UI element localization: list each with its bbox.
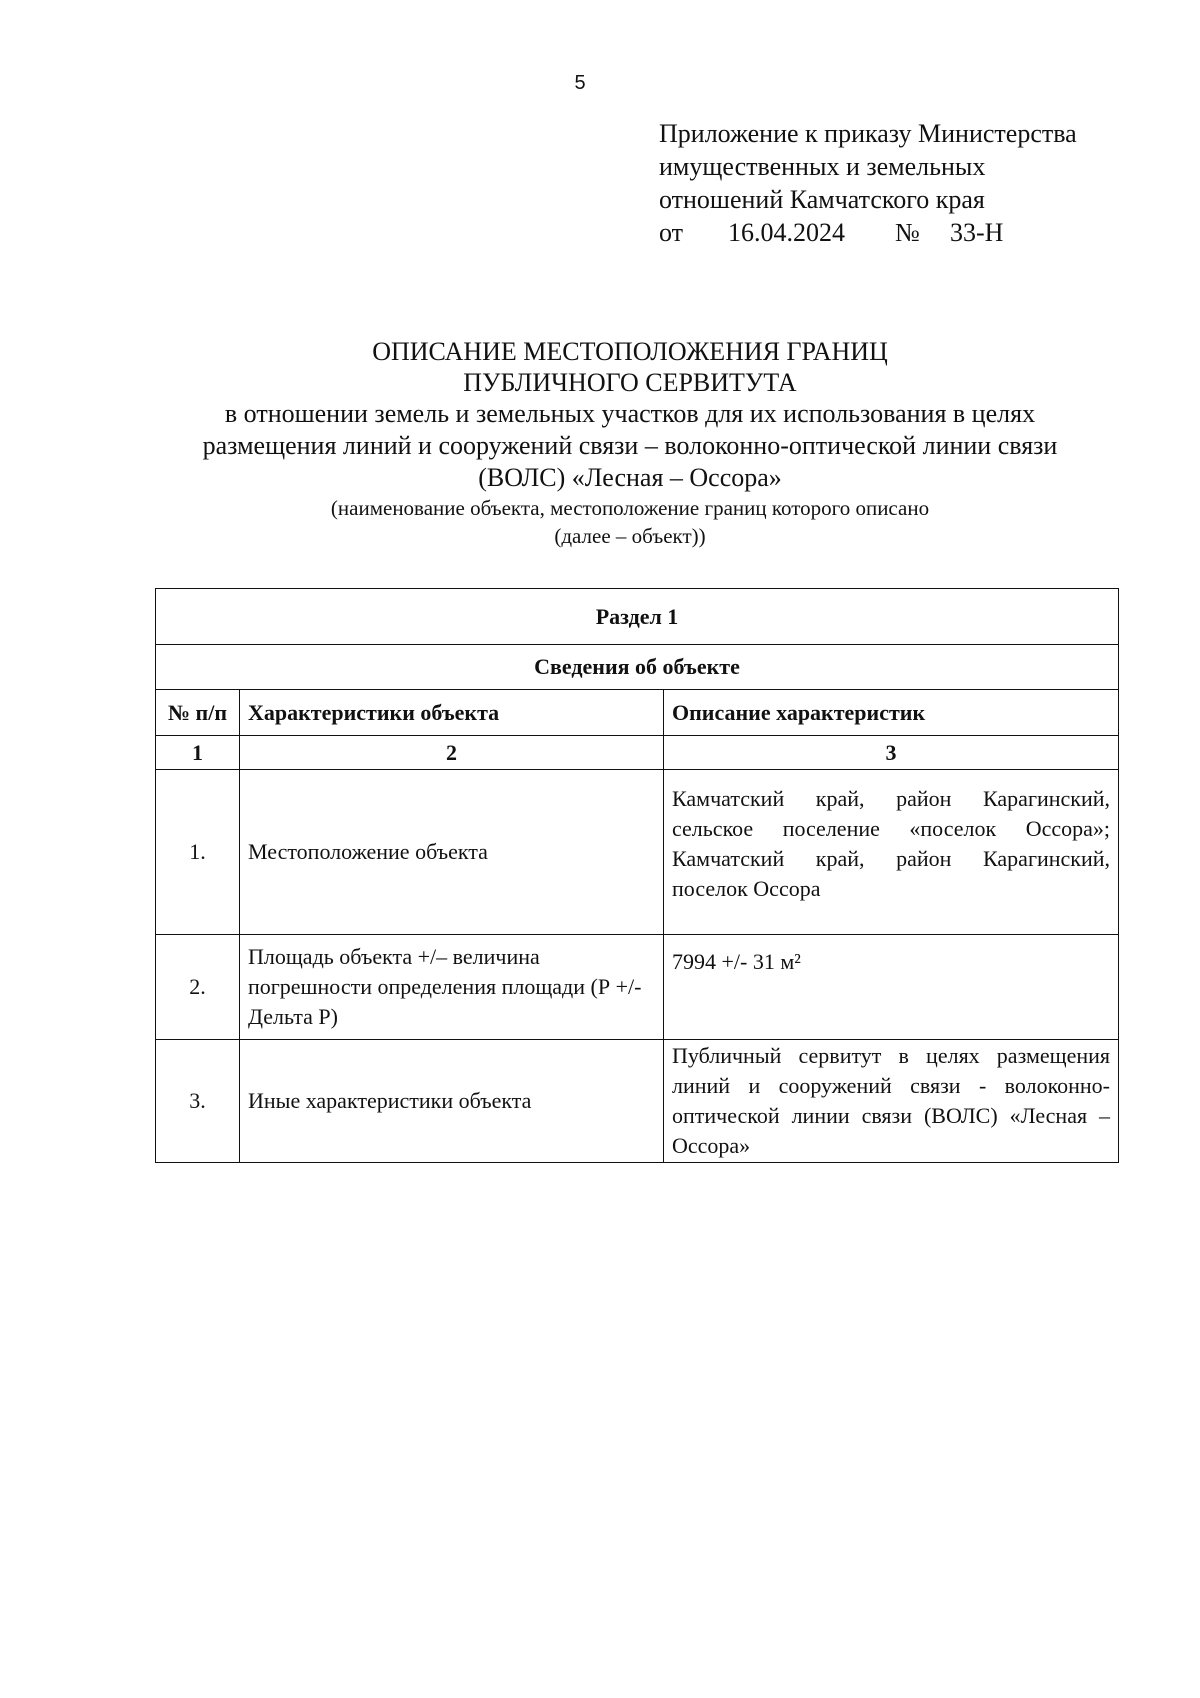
appendix-line-3: отношений Камчатского края	[659, 185, 985, 214]
subsection-row	[156, 645, 1119, 690]
number-prefix: №	[895, 218, 920, 247]
section-title: Раздел 1	[156, 589, 1119, 645]
table-row	[156, 935, 1119, 1040]
appendix-line-1: Приложение к приказу Министерства	[659, 119, 1077, 148]
title-line-2: ПУБЛИЧНОГО СЕРВИТУТА	[463, 368, 797, 397]
order-date: 16.04.2024	[728, 218, 845, 247]
title-line-1: ОПИСАНИЕ МЕСТОПОЛОЖЕНИЯ ГРАНИЦ	[372, 337, 888, 366]
page-number: 5	[574, 72, 586, 94]
header-row	[156, 690, 1119, 736]
header-number: № п/п	[156, 690, 240, 736]
header-description: Описание характеристик	[664, 690, 1119, 736]
subsection-title: Сведения об объекте	[156, 645, 1119, 690]
column-number-2: 2	[240, 736, 664, 770]
order-number: 33-Н	[950, 218, 1004, 247]
column-number-3: 3	[664, 736, 1119, 770]
header-characteristics: Характеристики объекта	[240, 690, 664, 736]
appendix-line-2: имущественных и земельных	[659, 152, 986, 181]
row-characteristic: Площадь объекта +/– величина погрешности определения площади (Р +/- Дельта Р)	[240, 935, 664, 1040]
column-number-row	[156, 736, 1119, 770]
row-description: Камчатский край, район Карагинский, сельское поселение «поселок Оссора»; Камчатский край, район Карагинский, поселок Оссора	[664, 770, 1119, 935]
title-line-3: в отношении земель и земельных участков для их использования в целях	[224, 399, 1036, 428]
row-number: 3.	[156, 1040, 240, 1163]
title-note-2: (далее – объект))	[554, 524, 706, 548]
appendix-header	[659, 117, 1179, 249]
title-note-1: (наименование объекта, местоположение границ которого описано	[330, 496, 930, 520]
row-description: Публичный сервитут в целях размещения линий и сооружений связи - волоконно-оптической линии связи (ВОЛС) «Лесная – Оссора»	[664, 1040, 1119, 1163]
title-line-5: (ВОЛС) «Лесная – Оссора»	[478, 463, 782, 492]
date-prefix: от	[659, 218, 684, 247]
row-number: 2.	[156, 935, 240, 1040]
row-characteristic: Местоположение объекта	[240, 770, 664, 935]
section-row	[156, 589, 1119, 645]
table-row	[156, 1040, 1119, 1163]
row-characteristic: Иные характеристики объекта	[240, 1040, 664, 1163]
table-row	[156, 770, 1119, 935]
object-info-table	[155, 588, 1119, 1163]
title-line-4: размещения линий и сооружений связи – волоконно-оптической линии связи	[202, 431, 1058, 460]
row-description: 7994 +/- 31 м²	[664, 935, 1119, 1040]
column-number-1: 1	[156, 736, 240, 770]
document-title	[0, 336, 1200, 550]
row-number: 1.	[156, 770, 240, 935]
order-date-number	[659, 216, 1179, 249]
